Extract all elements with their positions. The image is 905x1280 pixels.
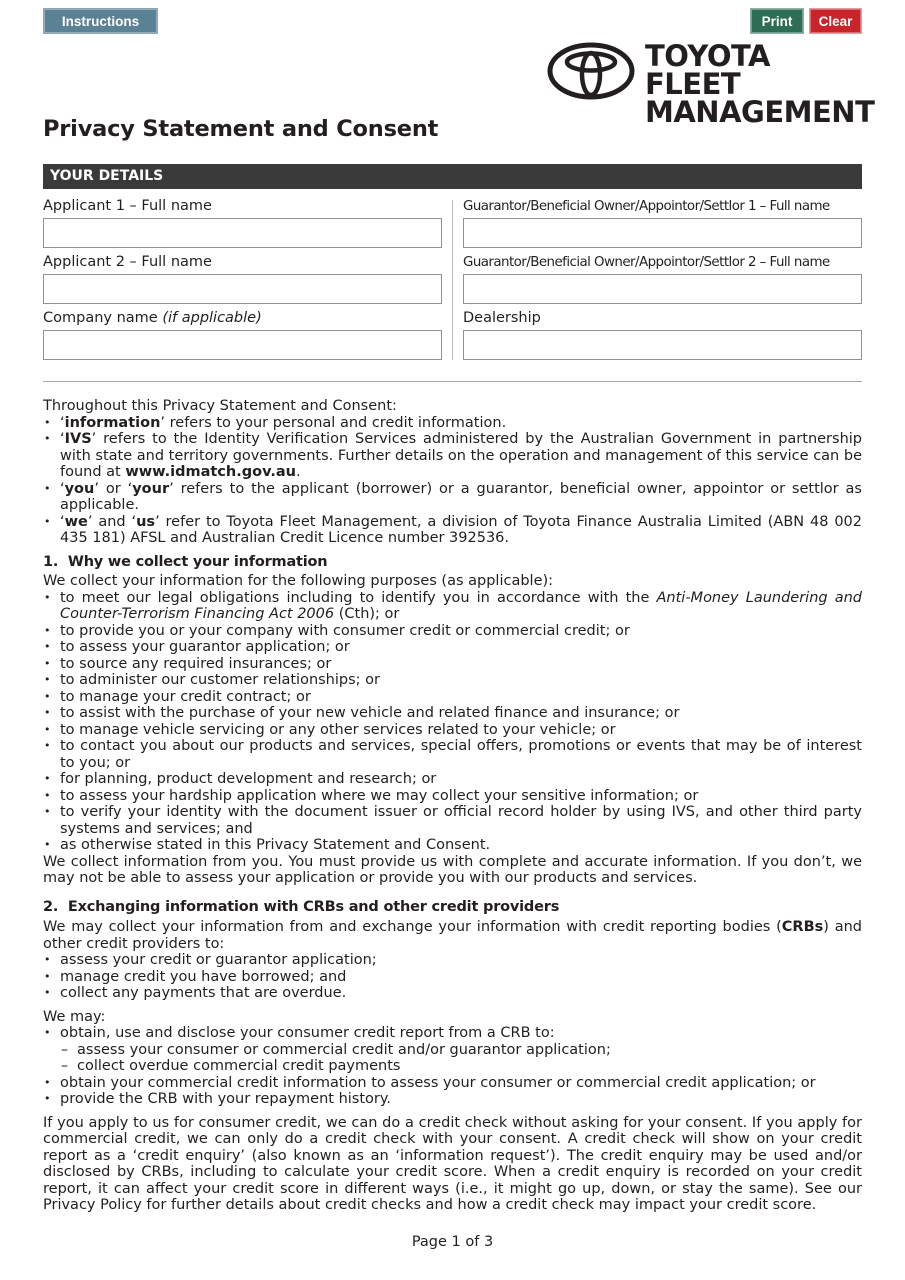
we-may-lead: We may: bbox=[43, 1008, 106, 1025]
list-item: – collect overdue commercial credit payments bbox=[43, 1058, 862, 1075]
idmatch-link[interactable]: www.idmatch.gov.au bbox=[125, 464, 296, 480]
guarantor1-name-field[interactable] bbox=[463, 218, 862, 248]
list-item: • to source any required insurances; or bbox=[43, 656, 862, 673]
list-item: • as otherwise stated in this Privacy Statement and Consent. bbox=[43, 837, 862, 854]
list-item: • to manage vehicle servicing or any other services related to your vehicle; or bbox=[43, 722, 862, 739]
list-item: • to contact you about our products and services, special offers, promotions or events that may be of interest to you; or bbox=[43, 738, 862, 771]
applicant1-label: Applicant 1 – Full name bbox=[43, 198, 212, 214]
privacy-statement-body bbox=[43, 398, 862, 1214]
list-item: • to administer our customer relationships; or bbox=[43, 672, 862, 689]
dealership-field[interactable] bbox=[463, 330, 862, 360]
logo-wordmark: TOYOTA FLEET MANAGEMENT bbox=[645, 39, 875, 129]
dealership-label: Dealership bbox=[463, 310, 541, 326]
company-name-field[interactable] bbox=[43, 330, 442, 360]
guarantor2-name-field[interactable] bbox=[463, 274, 862, 304]
guarantor1-label: Guarantor/Beneficial Owner/Appointor/Settlor 1 – Full name bbox=[463, 199, 830, 214]
toyota-emblem-icon bbox=[547, 42, 635, 100]
instructions-button[interactable]: Instructions bbox=[43, 8, 158, 34]
applicant2-label: Applicant 2 – Full name bbox=[43, 254, 212, 270]
company-name-label: Company name (if applicable) bbox=[43, 310, 262, 326]
section1-lead: We collect your information for the following purposes (as applicable): bbox=[43, 573, 554, 589]
definition-ivs: • ‘IVS’ refers to the Identity Verification Services administered by the Australian Government in partnership with state and territory governments. Further details on the operation and management of this service can be found at www.idmatch.gov.au. bbox=[43, 431, 862, 481]
section1-heading: 1. Why we collect your information bbox=[43, 553, 328, 570]
applicant1-name-field[interactable] bbox=[43, 218, 442, 248]
list-item: • to provide you or your company with consumer credit or commercial credit; or bbox=[43, 623, 862, 640]
definition-we: • ‘we’ and ‘us’ refer to Toyota Fleet Management, a division of Toyota Finance Australia Limited (ABN 48 002 435 181) AFSL and Australian Credit Licence number 392536. bbox=[43, 514, 862, 547]
applicant2-name-field[interactable] bbox=[43, 274, 442, 304]
section2-heading: 2. Exchanging information with CRBs and other credit providers bbox=[43, 898, 560, 915]
clear-button[interactable]: Clear bbox=[809, 8, 862, 34]
definition-information: • ‘information’ refers to your personal and credit information. bbox=[43, 415, 862, 432]
list-item: • obtain, use and disclose your consumer credit report from a CRB to: bbox=[43, 1025, 862, 1042]
list-item: • to verify your identity with the document issuer or official record holder by using IVS, and other third party systems and services; and bbox=[43, 804, 862, 837]
list-item: • obtain your commercial credit information to assess your consumer or commercial credit application; or bbox=[43, 1075, 862, 1092]
list-item: • collect any payments that are overdue. bbox=[43, 985, 862, 1002]
section2-lead: We may collect your information from and exchange your information with credit reporting bodies (CRBs) and other credit providers to: bbox=[43, 919, 863, 952]
page-title: Privacy Statement and Consent bbox=[43, 116, 439, 142]
definitions-list bbox=[43, 415, 862, 547]
crb-purposes-list bbox=[43, 952, 862, 1002]
purposes-list bbox=[43, 590, 862, 854]
toyota-fleet-logo bbox=[547, 39, 875, 129]
list-item: • for planning, product development and research; or bbox=[43, 771, 862, 788]
we-may-sublist bbox=[43, 1042, 862, 1075]
section2-closing: If you apply to us for consumer credit, we can do a credit check without asking for your consent. If you apply for commercial credit, we can only do a credit check with your consent. A credit check will show on your credit report as a ‘credit enquiry’ (also known as an ‘information request’). The credit enquiry may be used and/or disclosed by CRBs, including to calculate your credit score. When a credit enquiry is recorded on your credit report, it can affect your credit score in different ways (i.e., it might go up, down, or stay the same). See our Privacy Policy for further details about credit checks and how a credit check may impact your credit score. bbox=[43, 1114, 862, 1213]
we-may-more-list bbox=[43, 1075, 862, 1108]
list-item: • to meet our legal obligations including to identify you in accordance with the Anti-Money Laundering and Counter-Terrorism Financing Act 2006 (Cth); or bbox=[43, 590, 862, 623]
page-number: Page 1 of 3 bbox=[411, 1234, 494, 1250]
column-divider bbox=[452, 200, 453, 360]
list-item: • to assist with the purchase of your new vehicle and related finance and insurance; or bbox=[43, 705, 862, 722]
list-item: • assess your credit or guarantor application; bbox=[43, 952, 862, 969]
divider-line bbox=[43, 381, 862, 382]
list-item: – assess your consumer or commercial credit and/or guarantor application; bbox=[43, 1042, 862, 1059]
intro-lead: Throughout this Privacy Statement and Consent: bbox=[43, 398, 397, 414]
we-may-list bbox=[43, 1025, 862, 1042]
list-item: • to manage your credit contract; or bbox=[43, 689, 862, 706]
print-button[interactable]: Print bbox=[750, 8, 804, 34]
section1-closing: We collect information from you. You must provide us with complete and accurate information. If you don’t, we may not be able to assess your application or provide you with our products and services. bbox=[43, 853, 862, 886]
definition-you: • ‘you’ or ‘your’ refers to the applicant (borrower) or a guarantor, beneficial owner, appointor or settlor as applicable. bbox=[43, 481, 862, 514]
guarantor2-label: Guarantor/Beneficial Owner/Appointor/Settlor 2 – Full name bbox=[463, 255, 830, 270]
your-details-heading: YOUR DETAILS bbox=[43, 164, 862, 189]
list-item: • provide the CRB with your repayment history. bbox=[43, 1091, 862, 1108]
list-item: • manage credit you have borrowed; and bbox=[43, 969, 862, 986]
list-item: • to assess your guarantor application; or bbox=[43, 639, 862, 656]
list-item: • to assess your hardship application where we may collect your sensitive information; or bbox=[43, 788, 862, 805]
